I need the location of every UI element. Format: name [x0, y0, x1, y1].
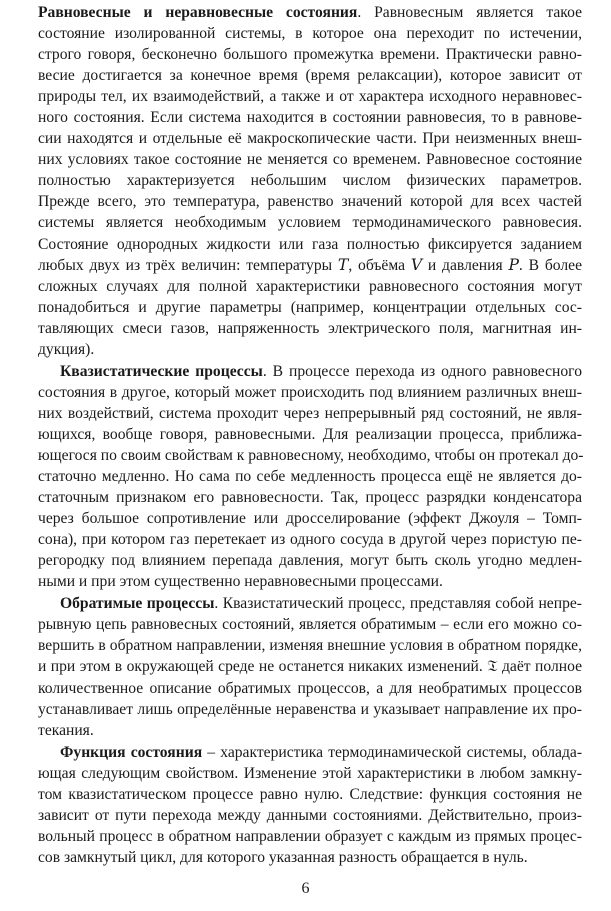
paragraph-line: системы является необходимым условием термодинамического равновесия. [38, 214, 582, 232]
paragraph-lead: Функция состояния [60, 743, 203, 761]
paragraph-equilibrium-states [38, 2, 582, 360]
paragraph-line: количественное описание обратимых процессов, а для необратимых процессов [38, 679, 582, 697]
paragraph-line: природы тел, их взаимодействий, а также и от характера исходного неравновес- [38, 88, 582, 106]
page-body [38, 2, 582, 868]
paragraph-line: тавляющих смеси газов, напряженность электрического поля, магнитная ин- [38, 319, 582, 337]
paragraph-line: ного состояния. Если система находится в состоянии равновесия, то в равнове- [38, 109, 582, 127]
paragraph-line: через большое сопротивление или дросселирование (эффект Джоуля – Томп- [38, 510, 582, 528]
paragraph-quasistatic-processes [38, 361, 582, 593]
paragraph-line: понадобиться и другие параметры (например, концентрации отдельных сос- [38, 298, 582, 316]
paragraph-line: состояния в другое, который может происходить под влиянием различных внеш- [38, 383, 582, 401]
paragraph-line: ющая следующим свойством. Изменение этой характеристики в любом замкну- [38, 764, 582, 782]
page-number: 6 [301, 880, 310, 897]
paragraph-line: том квазистатическом процессе равно нулю. Следствие: функция состояния не [38, 785, 582, 803]
paragraph-line: Прежде всего, это температура, равенство значений которой для всех частей [38, 193, 582, 211]
paragraph-text: – характеристика термодинамической системы, облада- [202, 743, 583, 761]
paragraph-line: вольный процесс в обратном направлении образует с каждым из прямых процес- [38, 827, 582, 845]
paragraph-reversible-processes [38, 593, 582, 740]
paragraph-line: сона), при котором газ перетекает из одного сосуда в другой через пористую пе- [38, 531, 582, 549]
paragraph-line: и при этом в окружающей среде не останется никаких изменений. 𝔗 даёт полное [38, 658, 582, 676]
paragraph-line: них условиях такое состояние не меняется со временем. Равновесное состояние [38, 151, 582, 169]
paragraph-line [38, 2, 582, 23]
paragraph-line: рывную цепь равновесных состояний, является обратимым – если его можно со- [38, 616, 582, 634]
paragraph-line: вершить в обратном направлении, изменяя внешние условия в обратном порядке, [38, 637, 582, 655]
paragraph-line: ющегося по своим свойствам к равновесному, необходимо, чтобы он протекал до- [38, 446, 584, 464]
paragraph-lead: Квазистатические процессы [60, 362, 263, 380]
paragraph-text: . Равновесным является такое [357, 4, 583, 21]
paragraph-line: сов замкнутый цикл, для которого указанная разность обращается в нуль. [38, 848, 528, 866]
paragraph-line: зависит от пути перехода между данными состояниями. Действительно, произ- [38, 806, 582, 824]
paragraph-line: ными и при этом существенно неравновесными процессами. [38, 573, 443, 591]
paragraph-line: любых двух из трёх величин: температуры 𝑇, объёма 𝑉 и давления 𝑃. В более [38, 256, 582, 274]
paragraph-line: сии находятся и отдельные её макроскопические части. При неизменных внеш- [38, 130, 582, 148]
paragraph-line [38, 361, 582, 382]
paragraph-line: них воздействий, система проходит через непрерывный ряд состояний, не явля- [38, 404, 582, 422]
paragraph-line: строго говоря, бесконечно большого промежутка времени. Практически равно- [38, 46, 582, 64]
paragraph-text: . Квазистатический процесс, представляя собой непре- [214, 595, 582, 613]
paragraph-line: текания. [38, 721, 94, 739]
paragraph-lead: Обратимые процессы [60, 595, 215, 613]
paragraph-line: дукция). [38, 340, 95, 358]
paragraph-line: состояние изолированной системы, в которое она переходит по истечении, [38, 25, 582, 43]
paragraph-lead: Равновесные и неравновесные состояния [38, 4, 358, 21]
paragraph-state-function [38, 742, 582, 868]
paragraph-line: ющихся, вообще говоря, равновесными. Для реализации процесса, приближа- [38, 425, 582, 443]
paragraph-line: регородку под влиянием перепада давления, могут быть сколь угодно медлен- [38, 552, 582, 570]
paragraph-line: статочным признаком его равновесности. Так, процесс разрядки конденсатора [38, 489, 582, 507]
paragraph-line: весие достигается за конечное время (время релаксации), которое зависит от [38, 67, 582, 85]
paragraph-line: устанавливает лишь определённые неравенства и указывает направление их про- [38, 700, 582, 718]
paragraph-line: статочно медленно. Но сама по себе медленность процесса ещё не является до- [38, 468, 582, 486]
paragraph-line: полностью характеризуется небольшим числом физических параметров. [38, 172, 582, 190]
paragraph-text: . В процессе перехода из одного равновесного [262, 362, 582, 380]
paragraph-line [38, 742, 582, 763]
paragraph-line: Состояние однородных жидкости или газа полностью фиксируется заданием [38, 235, 582, 253]
paragraph-line [38, 593, 582, 614]
paragraph-line: сложных случаях для полной характеристики равновесного состояния могут [38, 277, 582, 295]
